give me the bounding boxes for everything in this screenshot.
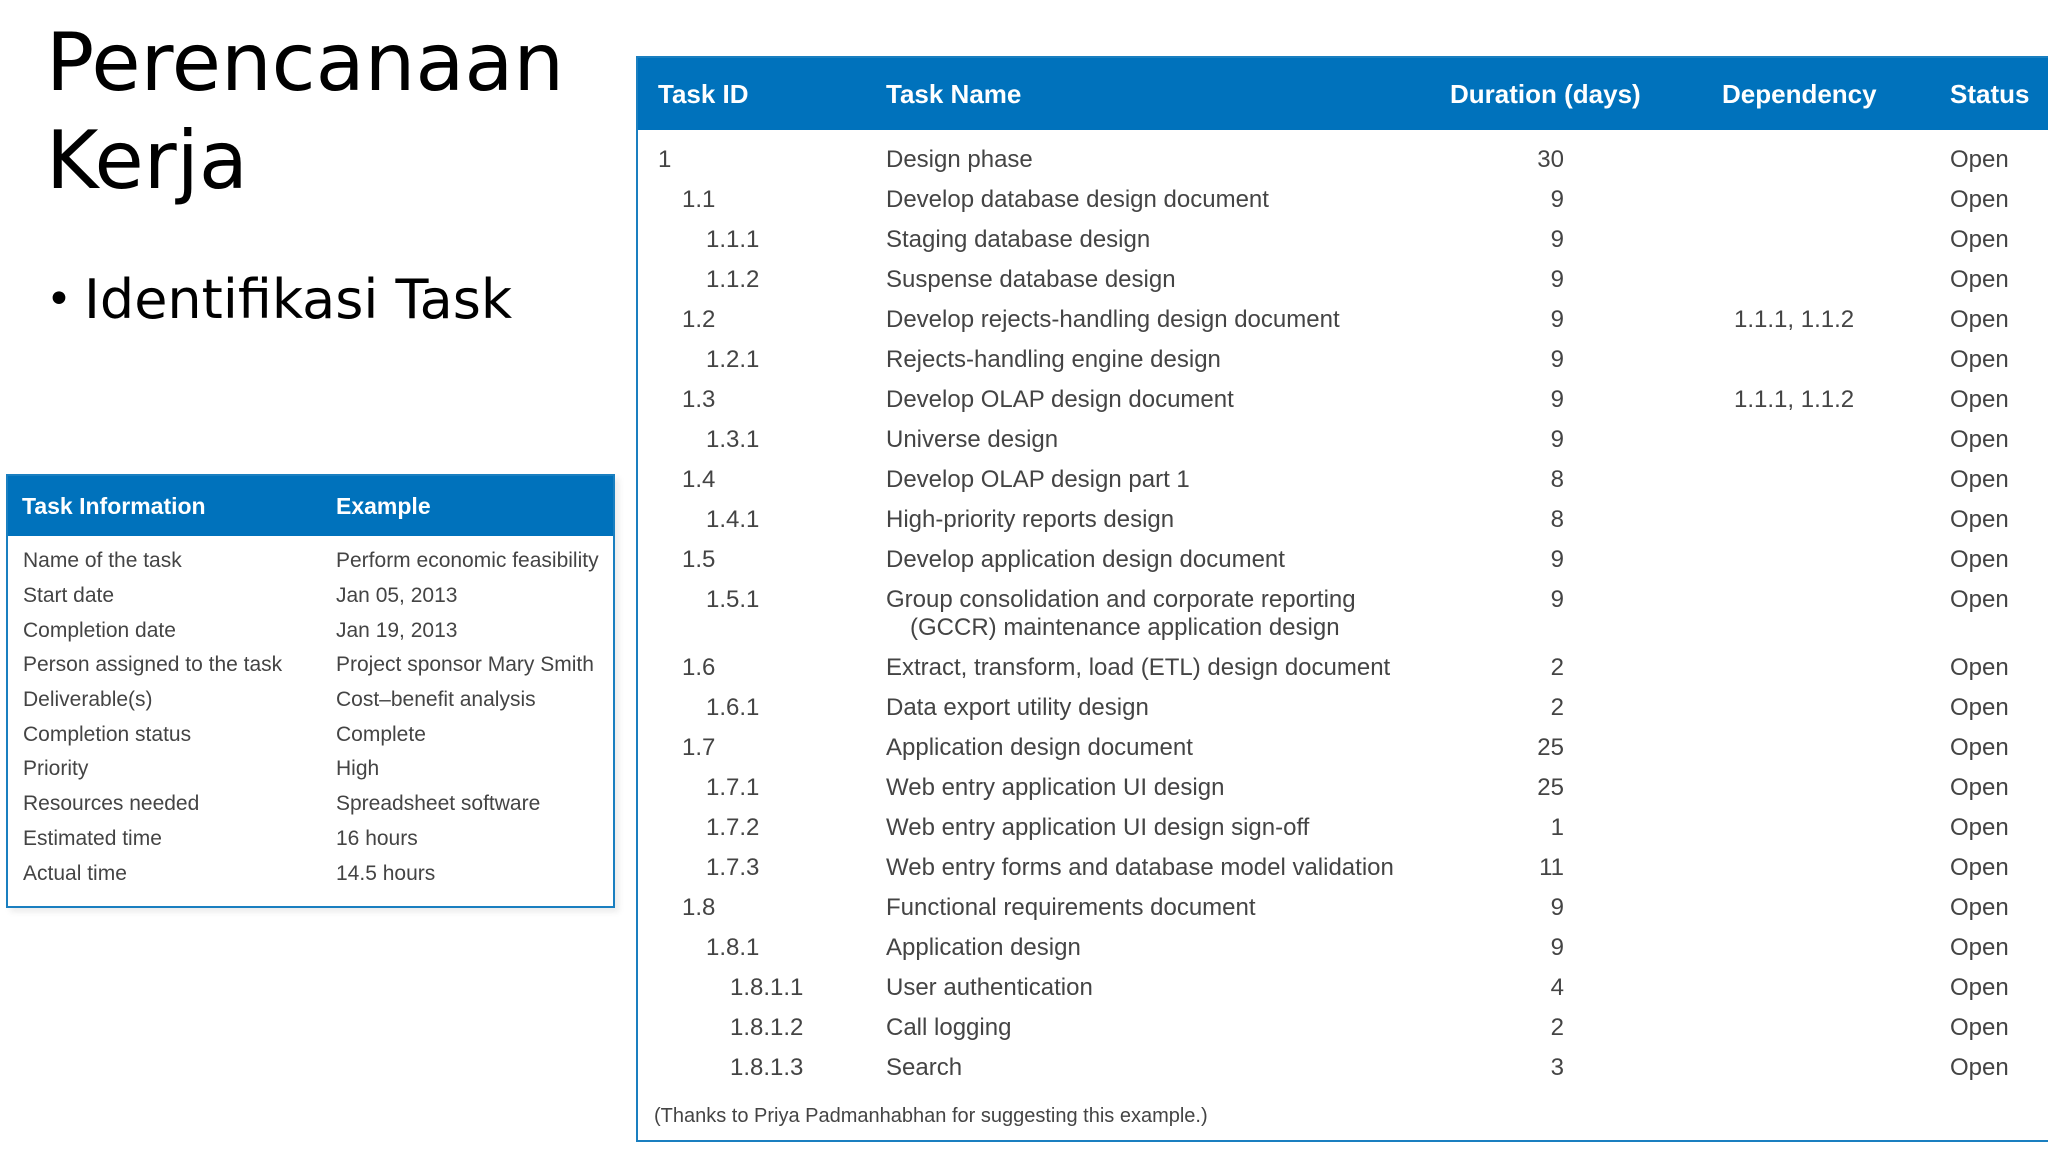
task-name-line-1: Web entry application UI design bbox=[886, 774, 1225, 801]
bullet-list bbox=[46, 268, 512, 332]
info-header-example: Example bbox=[336, 492, 431, 519]
task-duration: 2 bbox=[1550, 694, 1564, 721]
task-status: Open bbox=[1950, 146, 2009, 173]
task-status: Open bbox=[1950, 854, 2009, 881]
task-id: 1.8 bbox=[682, 894, 716, 921]
task-name bbox=[886, 226, 1150, 254]
task-duration: 9 bbox=[1550, 934, 1564, 961]
task-id: 1.8.1.2 bbox=[730, 1014, 804, 1041]
task-name bbox=[886, 346, 1221, 374]
task-id: 1.3 bbox=[682, 386, 716, 413]
info-table-row bbox=[8, 717, 613, 752]
task-status: Open bbox=[1950, 934, 2009, 961]
info-field-example: Perform economic feasibility bbox=[336, 549, 599, 573]
info-field-label: Name of the task bbox=[23, 549, 182, 573]
task-status: Open bbox=[1950, 546, 2009, 573]
task-duration: 3 bbox=[1550, 1054, 1564, 1081]
table-footnote: (Thanks to Priya Padmanhabhan for suggesting this example.) bbox=[654, 1105, 1208, 1127]
info-table-row bbox=[8, 648, 613, 683]
task-name-line-1: Functional requirements document bbox=[886, 894, 1256, 921]
task-id: 1.1.2 bbox=[706, 266, 760, 293]
info-field-label: Start date bbox=[23, 584, 115, 608]
task-table-body bbox=[638, 130, 2048, 1088]
task-id: 1.3.1 bbox=[706, 426, 760, 453]
task-name bbox=[886, 426, 1058, 454]
task-row bbox=[638, 968, 2048, 1008]
task-name-line-1: Staging database design bbox=[886, 226, 1151, 253]
slide-title bbox=[46, 14, 606, 210]
info-field-label: Estimated time bbox=[23, 826, 162, 850]
task-name-line-1: Extract, transform, load (ETL) design document bbox=[886, 654, 1391, 681]
task-status: Open bbox=[1950, 814, 2009, 841]
task-duration: 9 bbox=[1550, 186, 1564, 213]
task-row bbox=[638, 220, 2048, 260]
task-duration: 4 bbox=[1550, 974, 1564, 1001]
info-table-row bbox=[8, 544, 613, 579]
task-status: Open bbox=[1950, 1014, 2009, 1041]
task-name-line-1: Web entry application UI design sign-off bbox=[886, 814, 1310, 841]
task-name bbox=[886, 1054, 962, 1082]
task-status: Open bbox=[1950, 774, 2009, 801]
task-table-header bbox=[638, 58, 2048, 130]
info-field-example: Jan 19, 2013 bbox=[336, 618, 458, 642]
task-id: 1.8.1 bbox=[706, 934, 760, 961]
task-duration: 9 bbox=[1550, 266, 1564, 293]
info-field-label: Resources needed bbox=[23, 792, 200, 816]
task-duration: 9 bbox=[1550, 586, 1564, 613]
header-task-name: Task Name bbox=[886, 78, 1022, 109]
task-duration: 8 bbox=[1550, 466, 1564, 493]
task-name-line-1: Application design bbox=[886, 934, 1081, 961]
task-id: 1.8.1.3 bbox=[730, 1054, 804, 1081]
task-id: 1.6.1 bbox=[706, 694, 760, 721]
task-name bbox=[886, 734, 1193, 762]
task-row bbox=[638, 728, 2048, 768]
info-table-header bbox=[8, 476, 613, 536]
task-row bbox=[638, 1048, 2048, 1088]
bullet-dot-icon: • bbox=[46, 274, 72, 325]
task-row bbox=[638, 580, 2048, 648]
task-name bbox=[886, 386, 1234, 414]
info-field-example: Project sponsor Mary Smith bbox=[336, 653, 594, 677]
task-duration: 2 bbox=[1550, 1014, 1564, 1041]
task-row bbox=[638, 540, 2048, 580]
task-name-line-1: Develop OLAP design part 1 bbox=[886, 466, 1190, 493]
task-name bbox=[886, 934, 1081, 962]
task-name-line-1: Develop rejects-handling design document bbox=[886, 306, 1340, 333]
task-name-line-1: Application design document bbox=[886, 734, 1193, 761]
task-status: Open bbox=[1950, 506, 2009, 533]
info-field-example: High bbox=[336, 757, 380, 781]
task-name-line-1: Data export utility design bbox=[886, 694, 1149, 721]
task-row bbox=[638, 648, 2048, 688]
task-row bbox=[638, 420, 2048, 460]
task-name-line-1: High-priority reports design bbox=[886, 506, 1175, 533]
task-row bbox=[638, 848, 2048, 888]
task-status: Open bbox=[1950, 346, 2009, 373]
task-status: Open bbox=[1950, 266, 2009, 293]
task-id: 1.8.1.1 bbox=[730, 974, 804, 1001]
info-table-row bbox=[8, 683, 613, 718]
task-name-line-1: Develop OLAP design document bbox=[886, 386, 1234, 413]
task-name bbox=[886, 506, 1174, 534]
task-name bbox=[886, 854, 1394, 882]
task-id: 1.7.2 bbox=[706, 814, 760, 841]
task-name bbox=[886, 774, 1224, 802]
task-duration: 2 bbox=[1550, 654, 1564, 681]
info-field-label: Completion date bbox=[23, 618, 176, 642]
task-status: Open bbox=[1950, 586, 2009, 613]
task-status: Open bbox=[1950, 1054, 2009, 1081]
info-field-example: Complete bbox=[336, 722, 426, 746]
slide-title-line-2: Kerja bbox=[46, 114, 248, 207]
task-id: 1.5 bbox=[682, 546, 716, 573]
task-name-line-1: Web entry forms and database model validation bbox=[886, 854, 1394, 881]
info-table-row bbox=[8, 822, 613, 857]
task-name-line-1: Develop database design document bbox=[886, 186, 1269, 213]
task-duration: 25 bbox=[1537, 774, 1564, 801]
task-status: Open bbox=[1950, 734, 2009, 761]
task-name-line-1: Group consolidation and corporate reporting bbox=[886, 586, 1356, 613]
task-status: Open bbox=[1950, 466, 2009, 493]
task-id: 1.4 bbox=[682, 466, 716, 493]
task-name bbox=[886, 266, 1176, 294]
header-dependency: Dependency bbox=[1722, 78, 1877, 109]
info-field-label: Person assigned to the task bbox=[23, 653, 283, 677]
info-table-row bbox=[8, 856, 613, 891]
task-duration: 9 bbox=[1550, 346, 1564, 373]
task-duration: 25 bbox=[1537, 734, 1564, 761]
task-row bbox=[638, 928, 2048, 968]
task-name-line-1: Rejects-handling engine design bbox=[886, 346, 1221, 373]
task-status: Open bbox=[1950, 654, 2009, 681]
task-name bbox=[886, 894, 1256, 922]
task-name bbox=[886, 306, 1340, 334]
task-row bbox=[638, 140, 2048, 180]
info-table-row bbox=[8, 579, 613, 614]
task-information-table bbox=[6, 474, 615, 908]
task-status: Open bbox=[1950, 426, 2009, 453]
task-duration: 9 bbox=[1550, 546, 1564, 573]
task-row bbox=[638, 500, 2048, 540]
task-name-line-1: Develop application design document bbox=[886, 546, 1285, 573]
task-row bbox=[638, 688, 2048, 728]
header-task-id: Task ID bbox=[658, 78, 749, 109]
task-id: 1.6 bbox=[682, 654, 716, 681]
task-name bbox=[886, 814, 1309, 842]
task-row bbox=[638, 380, 2048, 420]
info-table-body bbox=[8, 536, 613, 891]
info-field-label: Actual time bbox=[23, 861, 127, 885]
task-row bbox=[638, 300, 2048, 340]
task-duration: 9 bbox=[1550, 306, 1564, 333]
task-id: 1.1.1 bbox=[706, 226, 760, 253]
task-name-line-1: Universe design bbox=[886, 426, 1059, 453]
task-duration: 9 bbox=[1550, 386, 1564, 413]
task-status: Open bbox=[1950, 974, 2009, 1001]
task-id: 1.2 bbox=[682, 306, 716, 333]
info-table-row bbox=[8, 787, 613, 822]
info-field-example: 16 hours bbox=[336, 826, 418, 850]
task-duration: 11 bbox=[1539, 854, 1564, 881]
task-status: Open bbox=[1950, 306, 2009, 333]
task-id: 1.7 bbox=[682, 734, 716, 761]
info-field-example: Jan 05, 2013 bbox=[336, 584, 458, 608]
info-header-task-information: Task Information bbox=[22, 492, 206, 519]
task-name bbox=[886, 974, 1093, 1002]
task-row bbox=[638, 460, 2048, 500]
task-row bbox=[638, 340, 2048, 380]
task-duration: 8 bbox=[1550, 506, 1564, 533]
task-id: 1.7.1 bbox=[706, 774, 760, 801]
task-duration: 30 bbox=[1537, 146, 1564, 173]
bullet-text: Identifikasi Task bbox=[84, 268, 513, 331]
task-name bbox=[886, 654, 1390, 682]
task-name bbox=[886, 1014, 1011, 1042]
task-id: 1.5.1 bbox=[706, 586, 760, 613]
header-duration: Duration (days) bbox=[1450, 78, 1641, 109]
task-name bbox=[886, 466, 1190, 494]
info-field-label: Completion status bbox=[23, 722, 192, 746]
task-row bbox=[638, 1008, 2048, 1048]
task-dependency: 1.1.1, 1.1.2 bbox=[1734, 386, 1855, 413]
task-row bbox=[638, 180, 2048, 220]
task-status: Open bbox=[1950, 186, 2009, 213]
task-name bbox=[886, 146, 1033, 174]
slide-title-line-1: Perencanaan bbox=[46, 16, 565, 109]
task-row bbox=[638, 260, 2048, 300]
task-status: Open bbox=[1950, 226, 2009, 253]
task-duration: 9 bbox=[1550, 894, 1564, 921]
task-duration: 1 bbox=[1550, 814, 1564, 841]
info-field-example: Spreadsheet software bbox=[336, 792, 541, 816]
task-id: 1.2.1 bbox=[706, 346, 760, 373]
task-name-line-1: Call logging bbox=[886, 1014, 1012, 1041]
task-name bbox=[886, 186, 1269, 214]
task-name-line-2: (GCCR) maintenance application design bbox=[910, 614, 1340, 641]
task-name-line-1: Search bbox=[886, 1054, 963, 1081]
task-status: Open bbox=[1950, 894, 2009, 921]
task-id: 1.1 bbox=[682, 186, 716, 213]
task-name-line-1: User authentication bbox=[886, 974, 1093, 1001]
info-table-row bbox=[8, 752, 613, 787]
task-row bbox=[638, 768, 2048, 808]
task-name bbox=[886, 694, 1149, 722]
task-status: Open bbox=[1950, 386, 2009, 413]
task-name-line-1: Suspense database design bbox=[886, 266, 1176, 293]
task-row bbox=[638, 808, 2048, 848]
task-dependency: 1.1.1, 1.1.2 bbox=[1734, 306, 1855, 333]
task-name bbox=[886, 546, 1285, 574]
header-status: Status bbox=[1950, 78, 2030, 109]
task-status: Open bbox=[1950, 694, 2009, 721]
task-row bbox=[638, 888, 2048, 928]
info-table-row bbox=[8, 613, 613, 648]
task-name-line-1: Design phase bbox=[886, 146, 1033, 173]
bullet-item bbox=[46, 268, 512, 332]
info-field-label: Priority bbox=[23, 757, 89, 781]
info-field-example: 14.5 hours bbox=[336, 861, 436, 885]
task-id: 1.4.1 bbox=[706, 506, 760, 533]
info-field-label: Deliverable(s) bbox=[23, 688, 153, 712]
task-name bbox=[886, 586, 1356, 642]
task-id: 1.7.3 bbox=[706, 854, 760, 881]
task-id: 1 bbox=[658, 146, 672, 173]
task-duration: 9 bbox=[1550, 226, 1564, 253]
task-duration: 9 bbox=[1550, 426, 1564, 453]
task-list-table bbox=[636, 56, 2048, 1142]
info-field-example: Cost–benefit analysis bbox=[336, 688, 536, 712]
